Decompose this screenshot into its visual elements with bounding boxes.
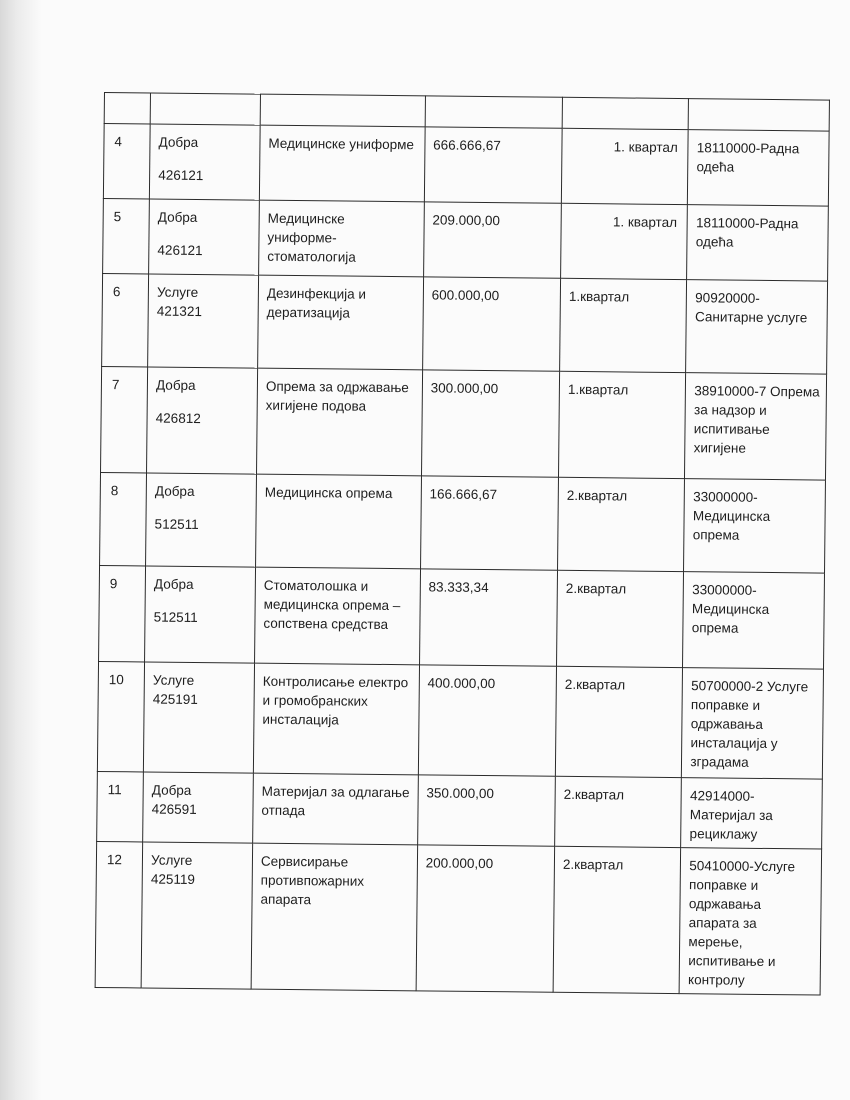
row-number: 7: [101, 366, 148, 472]
header-cell: [150, 93, 260, 125]
row-number: 12: [95, 841, 143, 987]
table-row: [95, 841, 821, 995]
quarter: 2.квартал: [557, 570, 684, 667]
procurement-type: [148, 274, 259, 368]
cpv-code: 33000000-Медицинска опрема: [684, 479, 826, 573]
type-label: Добра: [153, 576, 194, 592]
row-number: 11: [97, 771, 144, 841]
procurement-plan-table: [95, 92, 830, 996]
estimated-amount: 600.000,00: [422, 277, 560, 371]
item-name: Стоматолошка и медицинска опрема – сопствена средства: [254, 567, 420, 665]
cpv-code: 90920000-Санитарне услуге: [686, 280, 828, 374]
item-name: Контролисање електро и громобранских инсталација: [253, 663, 419, 775]
type-label: Услуге: [156, 284, 199, 300]
header-cell: [425, 96, 563, 128]
item-name: Опрема за одржавање хигијене подова: [256, 368, 422, 476]
row-number: 8: [100, 472, 147, 565]
procurement-type: [145, 566, 256, 663]
type-label: Добра: [155, 377, 196, 393]
scan-edge-shadow: [0, 0, 42, 1100]
quarter: 2.квартал: [555, 666, 682, 777]
table-row: [103, 198, 829, 281]
procurement-type: [143, 772, 254, 843]
type-label: Услуге: [152, 672, 195, 688]
type-label: Услуге: [151, 852, 193, 868]
item-name: Материјал за одлагање отпада: [253, 773, 418, 845]
quarter: 2.квартал: [558, 477, 685, 571]
table-row: [99, 565, 825, 669]
quarter: 1. квартал: [561, 128, 688, 204]
row-number: 6: [102, 273, 149, 366]
procurement-type: [149, 199, 260, 275]
header-cell: [562, 97, 689, 129]
account-code: 425191: [152, 691, 198, 708]
estimated-amount: 666.666,67: [424, 127, 562, 203]
cpv-code: 18110000-Радна одећа: [687, 205, 828, 281]
table-row: [100, 472, 826, 573]
row-number: 4: [103, 124, 150, 199]
cpv-code: 50410000-Услуге поправке и одржавања апарата за мерење, испитивање и контролу: [679, 848, 821, 995]
type-label: Добра: [157, 209, 198, 225]
table-row: [101, 366, 827, 480]
cpv-code: 18110000-Радна одећа: [688, 130, 829, 206]
estimated-amount: 83.333,34: [419, 569, 557, 666]
cpv-code: 42914000-Материјал за рециклажу: [681, 778, 822, 849]
row-number: 5: [103, 198, 150, 273]
type-label: Добра: [151, 782, 192, 798]
type-label: Добра: [154, 483, 195, 499]
cpv-code: 38910000-7 Опрема за надзор и испитивање хигијене: [685, 373, 827, 480]
type-label: Добра: [158, 134, 199, 150]
row-number: 9: [99, 565, 146, 661]
account-code: 512511: [153, 609, 198, 626]
procurement-type: [146, 473, 257, 567]
row-number: 10: [97, 661, 144, 771]
quarter: 2.квартал: [555, 776, 682, 847]
estimated-amount: 350.000,00: [417, 775, 555, 846]
procurement-type: [141, 842, 252, 989]
item-name: Дезинфекција и дератизација: [258, 275, 424, 370]
table-row: [103, 124, 829, 207]
header-cell: [260, 94, 425, 127]
table-row: [102, 273, 828, 374]
item-name: Медицинска опрема: [256, 474, 422, 569]
quarter: 2.квартал: [553, 846, 681, 993]
header-cell: [688, 99, 829, 131]
account-code: 426591: [151, 801, 197, 818]
estimated-amount: 166.666,67: [420, 476, 558, 570]
header-cell: [104, 93, 150, 124]
cpv-code: 50700000-2 Услуге поправке и одржавања инсталација у зградама: [682, 668, 824, 779]
item-name: Медицинске униформе-стоматологија: [259, 200, 425, 277]
table-row: [97, 661, 823, 779]
cpv-code: 33000000-Медицинска опрема: [683, 572, 825, 669]
item-name: Сервисирање противпожарних апарата: [251, 843, 417, 991]
table-row: [97, 771, 823, 849]
estimated-amount: 200.000,00: [416, 845, 555, 992]
account-code: 512511: [154, 516, 199, 533]
quarter: 1.квартал: [559, 371, 686, 478]
account-code: 421321: [156, 303, 202, 320]
procurement-type: [147, 367, 258, 474]
estimated-amount: 400.000,00: [418, 665, 556, 776]
account-code: 426121: [158, 167, 204, 184]
estimated-amount: 300.000,00: [421, 370, 559, 477]
estimated-amount: 209.000,00: [423, 202, 561, 278]
quarter: 1. квартал: [561, 203, 688, 279]
quarter: 1.квартал: [560, 278, 687, 372]
account-code: 426812: [155, 410, 201, 427]
procurement-type: [150, 124, 261, 200]
item-name: Медицинске униформе: [259, 125, 425, 202]
procurement-type: [144, 662, 255, 773]
account-code: 426121: [157, 242, 203, 259]
account-code: 425119: [150, 871, 196, 887]
